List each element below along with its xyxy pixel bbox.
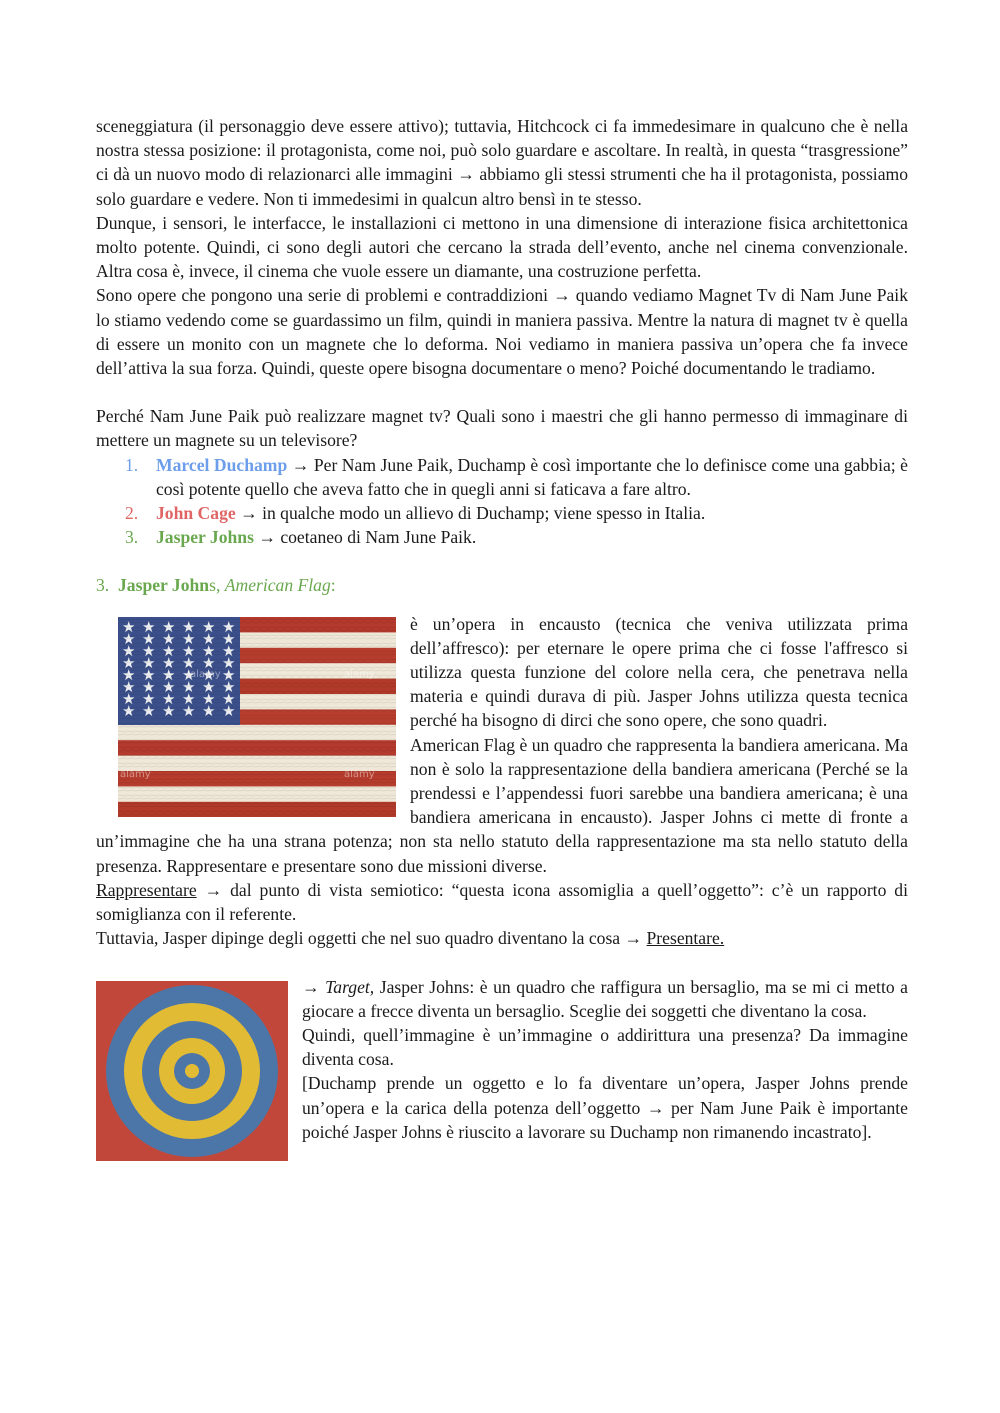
spacer	[96, 951, 908, 975]
section-artist-tail: s,	[209, 575, 225, 596]
watermark-text: alamy	[190, 668, 221, 680]
paragraph-encausto: è un’opera in encausto (tecnica che veniva utilizzata prima dell’affresco): per eternare le opere prima che ci fosse l'affresco si utilizza questa funzione del colore nella cera, che penetrava nella materia e quindi durava di più. Jasper Johns utilizza questa tecnica perché ha bisogno di dirci che sono opere, che sono quadri.	[410, 613, 908, 731]
section-number: 3.	[96, 575, 110, 596]
rappresentare-definition: → dal punto di vista semiotico: “questa icona assomiglia a quell’oggetto”: c’è un rapporto di somiglianza con il referente.	[96, 879, 908, 925]
name-duchamp: Marcel Duchamp	[156, 454, 288, 475]
target-painting	[96, 981, 288, 1161]
spacer	[96, 380, 908, 404]
term-rappresentare: Rappresentare	[96, 879, 197, 900]
term-presentare: Presentare.	[646, 928, 725, 949]
document-page	[96, 114, 908, 1165]
list-item-duchamp	[96, 453, 908, 501]
section-artwork-title: American Flag	[224, 575, 331, 596]
list-number: 2.	[125, 503, 139, 524]
target-title: Target,	[325, 976, 375, 997]
list-item-cage	[96, 501, 908, 525]
name-cage: John Cage	[156, 503, 236, 524]
paragraph-american-flag-presence: American Flag è un quadro che rappresenta la bandiera americana. Ma non è solo la rappresentazione della bandiera americana (Perché se la prendessi e l’appendessi fuori sarebbe una bandiera americana; è una bandiera americana in encausto). Jasper Johns ci mette di fronte a un’immagine che ha una strana potenza; non sta nello statuto della rappresentazione ma sta nello statuto della presenza. Rappresentare e presentare sono due missioni diverse.	[96, 734, 908, 876]
masters-list	[96, 453, 908, 550]
paragraph-magnet-tv: Sono opere che pongono una serie di problemi e contraddizioni → quando vediamo Magnet Tv di Nam June Paik lo stiamo vedendo come se guardassimo un film, quindi in maniera passiva. Mentre la natura di magnet tv è quella di essere un monito con un magnete che lo deforma. Noi vediamo in maniera passiva un’opera che fa invece dell’attiva la sua forza. Quindi, queste opere bisogna documentare o meno? Poiché documentando le tradiamo.	[96, 285, 908, 379]
paragraph-presentare	[96, 926, 908, 950]
section-colon: :	[330, 575, 336, 596]
list-item-text: → Per Nam June Paik, Duchamp è così importante che lo definisce come una gabbia; è così potente quello che aveva fatto che in quegli anni si faticava a fare altro.	[156, 454, 908, 499]
paragraph-target-question: Quindi, quell’immagine è un’immagine o addirittura una presenza? Da immagine diventa cosa.	[302, 1024, 908, 1070]
spacer	[96, 549, 908, 573]
american-flag-image	[118, 617, 396, 817]
tuttavia-text: Tuttavia, Jasper dipinge degli oggetti che nel suo quadro diventano la cosa →	[96, 928, 647, 949]
section-artist-bold: Jasper John	[118, 575, 210, 596]
section-heading-american-flag	[96, 573, 908, 597]
paragraph-rappresentare	[96, 878, 908, 926]
target-arrow: →	[302, 976, 326, 997]
watermark-text: alamy	[344, 668, 375, 680]
target-description: Jasper Johns: è un quadro che raffigura un bersaglio, ma se mi ci metto a giocare a frecce diventa un bersaglio. Sceglie dei soggetti che diventano la cosa.	[302, 976, 908, 1021]
american-flag-painting	[118, 617, 396, 817]
watermark-text: alamy	[120, 768, 151, 780]
list-number: 3.	[125, 527, 139, 548]
target-image	[96, 981, 288, 1161]
paragraph-maestri-question: Perché Nam June Paik può realizzare magnet tv? Quali sono i maestri che gli hanno permesso di immaginare di mettere un magnete su un televisore?	[96, 406, 908, 451]
list-item-text: → in qualche modo un allievo di Duchamp; viene spesso in Italia.	[235, 503, 706, 524]
paragraph-duchamp-johns: [Duchamp prende un oggetto e lo fa diventare un’opera, Jasper Johns prende un’opera e la carica della potenza dell’oggetto → per Nam June Paik è importante poiché Jasper Johns è riuscito a lavorare su Duchamp non rimanendo incastrato].	[302, 1073, 908, 1142]
list-item-johns	[96, 525, 908, 549]
paragraph-sensori: Dunque, i sensori, le interfacce, le installazioni ci mettono in una dimensione di interazione fisica architettonica molto potente. Quindi, ci sono degli autori che cercano la strada dell’evento, anche nel cinema convenzionale. Altra cosa è, invece, il cinema che vuole essere un diamante, una costruzione perfetta.	[96, 212, 908, 282]
watermark-text: alamy	[344, 768, 375, 780]
paragraph-hitchcock: sceneggiatura (il personaggio deve essere attivo); tuttavia, Hitchcock ci fa immedesimare in qualcuno che è nella nostra stessa posizione: il protagonista, come noi, può solo guardare e ascoltare. In realtà, in questa “trasgressione” ci dà un nuovo modo di relazionarci alle immagini → abbiamo gli stessi strumenti che ha il protagonista, possiamo solo guardare e vedere. Non ti immedesimi in qualcun altro bensì in te stesso.	[96, 116, 908, 209]
name-johns: Jasper Johns	[156, 527, 254, 548]
list-number: 1.	[125, 454, 139, 475]
list-item-text: → coetaneo di Nam June Paik.	[253, 527, 477, 548]
